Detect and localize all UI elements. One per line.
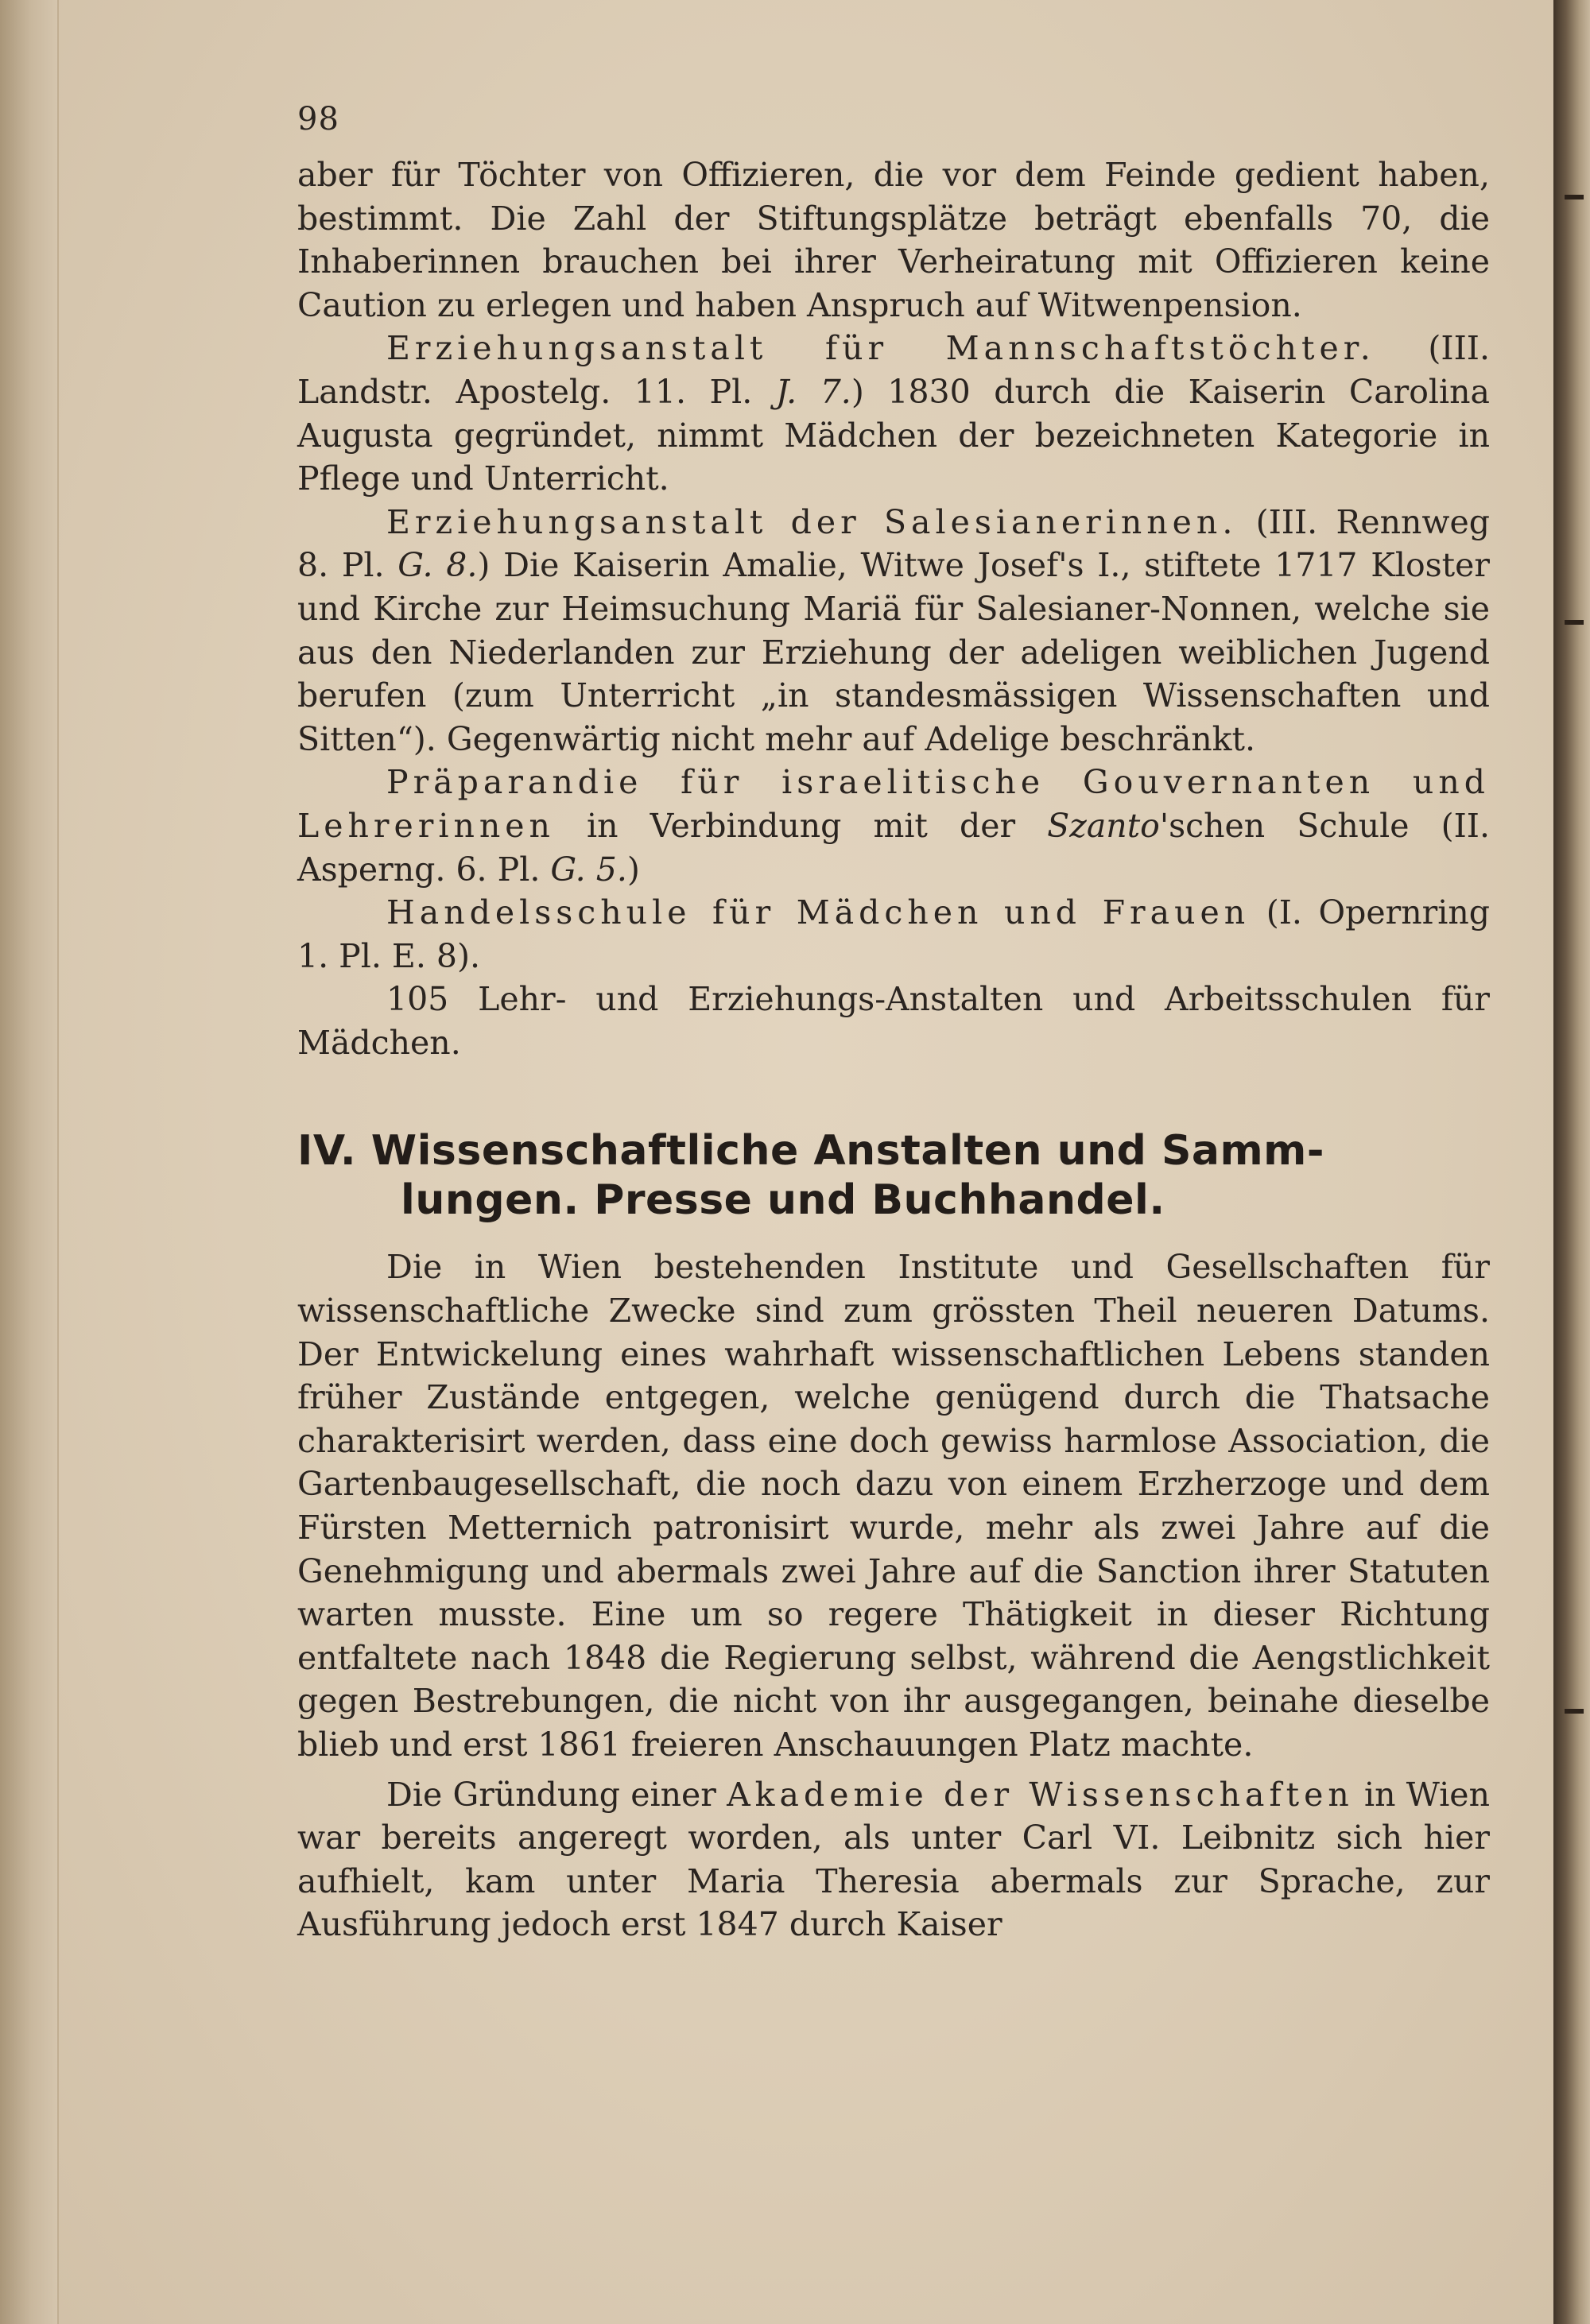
paragraph-text: aber für Töchter von Offizieren, die vor dem Feinde gedient haben, bestimmt. Die Zahl der Stiftungsplätze beträgt ebenfalls 70, die Inhaberinnen brauchen bei ihrer Verheiratung mit Offizieren keine Caution zu erlegen und haben Anspruch auf Witwenpension. [297,156,1490,324]
paragraph-text: ) Die Kaiserin Amalie, Witwe Josef's I., stiftete 1717 Kloster und Kirche zur Heimsuchung Mariä für Salesianer-Nonnen, welche sie aus den Niederlanden zur Erziehung der adeligen weiblichen Jugend berufen (zum Unterricht „in standesmässigen Wissenschaften und Sitten“). Gegenwärtig nicht mehr auf Adelige beschränkt. [297,546,1491,758]
page-sheet [57,0,1553,2324]
binding-mark [1565,1709,1584,1714]
binding-mark [1565,620,1584,625]
paragraph-gap [297,1767,1490,1773]
paragraph-akademie [297,1773,1490,1946]
paragraph-text: ) [626,850,640,889]
paragraph-text: (III. Landstr. Apostelg. 11. Pl. [297,329,1490,411]
paragraph-text: ) 1830 durch die Kaiserin Carolina Augusta gegründet, nimmt Mädchen der bezeichneten Kategorie in Pflege und Unterricht. [297,372,1490,498]
institution-name: Erziehungsanstalt der Salesianerinnen. [386,502,1238,541]
paragraph-text: (I. Opernring 1. Pl. E. 8). [297,893,1491,975]
page-number: 98 [297,101,339,138]
map-grid-ref: J. 7. [775,372,851,411]
paragraph-praeparandie [297,761,1490,891]
person-name: Szanto [1047,806,1160,845]
paragraph-text: in Verbindung mit der [554,806,1048,845]
map-grid-ref: G. 5. [550,850,627,889]
section-heading-line-2: lungen. Presse und Buchhandel. [401,1176,1165,1225]
institution-name: Akademie der Wissenschaften [727,1775,1354,1814]
text-block [297,91,1490,1946]
paragraph-handelsschule [297,891,1490,978]
institution-name: Erziehungsanstalt für Mannschaftstöchter. [386,329,1375,368]
paragraph-text: 105 Lehr- und Erziehungs-Anstalten und Arbeitsschulen für Mädchen. [297,980,1490,1062]
book-binding-edge [1553,0,1590,2324]
paragraph-text: in Wien war bereits angeregt worden, als unter Carl VI. Leibnitz sich hier aufhielt, kam unter Maria Theresia abermals zur Sprache, zur Ausführung jedoch erst 1847 durch Kaiser [297,1775,1490,1944]
paragraph-text: 'schen Schule (II. Asperng. 6. Pl. [297,806,1490,889]
section-heading [297,1126,1490,1225]
paragraph-salesianerinnen [297,501,1490,761]
binding-mark [1565,195,1584,199]
paragraph-institutes-intro [297,1245,1490,1766]
institution-name: Handelsschule für Mädchen und Frauen [386,893,1251,932]
paragraph-mannschaftstoechter [297,327,1490,500]
paragraph-officer-daughters [297,153,1490,327]
paragraph-text: Die Gründung einer [386,1775,727,1814]
paragraph-text: (III. Rennweg 8. Pl. [297,502,1490,585]
paragraph-text: Die in Wien bestehenden Institute und Gesellschaften für wissenschaftliche Zwecke sind zum grössten Theil neueren Datums. Der Entwickelung eines wahrhaft wissenschaftlichen Lebens standen früher Zustände entgegen, welche genügend durch die Thatsache charakterisirt werden, dass eine doch gewiss harmlose Association, die Gartenbaugesellschaft, die noch dazu von einem Erzherzoge und dem Fürsten Metternich patronisirt wurde, mehr als zwei Jahre auf die Genehmigung und abermals zwei Jahre auf die Sanction ihrer Statuten warten musste. Eine um so regere Thätigkeit in dieser Richtung entfaltete nach 1848 die Regierung selbst, während die Aengstlichkeit gegen Bestrebungen, die nicht von ihr ausgegangen, beinahe dieselbe blieb und erst 1861 freieren Anschauungen Platz machte. [297,1248,1490,1764]
section-heading-line-1: IV. Wissenschaftliche Anstalten und Samm- [297,1127,1324,1176]
institution-name: Präparandie für israelitische Gouvernanten und Lehrerinnen [297,763,1490,845]
paragraph-count-summary [297,978,1490,1064]
map-grid-ref: G. 8. [398,546,478,585]
